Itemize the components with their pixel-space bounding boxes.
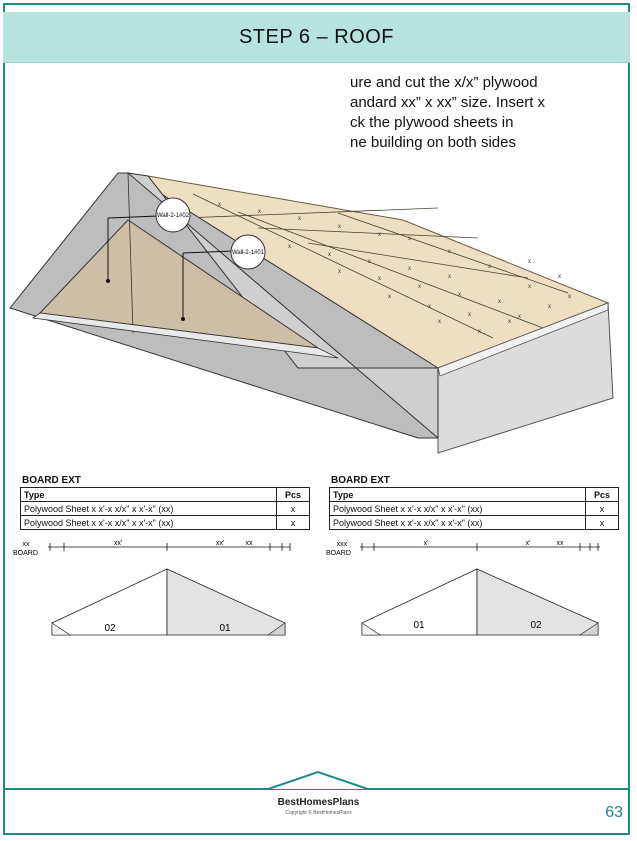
nail-mark: x <box>488 264 491 270</box>
nail-mark: x <box>448 249 451 255</box>
nail-mark: x <box>328 252 331 258</box>
header-band <box>3 12 630 63</box>
nail-mark: x <box>338 224 341 230</box>
right-parts-table <box>329 487 619 530</box>
nail-mark: x <box>528 284 531 290</box>
right-table-title: BOARD EXT <box>331 475 390 486</box>
intro-line: ne building on both sides <box>350 134 516 151</box>
callout-label: Wall-2-1#01 <box>231 250 265 256</box>
callout-dot <box>106 279 110 283</box>
column-header-pcs: Pcs <box>277 488 310 502</box>
nail-mark: x <box>298 216 301 222</box>
sheet-label: 01 <box>219 623 231 634</box>
column-header-type: Type <box>21 488 277 502</box>
footer-copyright: Copyright © BestHomesPlans <box>285 810 352 816</box>
nail-mark: x <box>408 236 411 242</box>
dimension-label: x' <box>525 540 531 547</box>
nail-mark: x <box>548 304 551 310</box>
nail-mark: x <box>508 319 511 325</box>
nail-mark: x <box>528 259 531 265</box>
board-count-label: xxx <box>336 541 348 548</box>
nail-mark: x <box>438 319 441 325</box>
table-header-row <box>330 488 619 502</box>
nail-mark: x <box>478 329 481 335</box>
board-word-label: BOARD <box>13 550 38 557</box>
nail-mark: x <box>218 202 221 208</box>
nail-mark: x <box>468 312 471 318</box>
right-board-diagram <box>322 537 622 637</box>
cell-pcs: x <box>277 516 310 530</box>
cell-pcs: x <box>586 502 619 516</box>
nail-mark: x <box>368 259 371 265</box>
nail-mark: x <box>378 232 381 238</box>
sheet-label: 01 <box>413 620 425 631</box>
footer-brand: BestHomesPlans <box>277 797 360 808</box>
dimension-label: x' <box>423 540 429 547</box>
table-row <box>21 502 310 516</box>
nail-mark: x <box>388 294 391 300</box>
nail-mark: x <box>408 266 411 272</box>
nail-mark: x <box>568 294 571 300</box>
footer-roof-icon <box>268 770 368 790</box>
nail-mark: x <box>498 299 501 305</box>
nail-mark: x <box>338 269 341 275</box>
nail-mark: x <box>458 292 461 298</box>
callout-label: Wall-2-1#02 <box>156 213 190 219</box>
dimension-label: xx <box>556 540 564 547</box>
nail-mark: x <box>258 209 261 215</box>
cell-type: Polywood Sheet x x'-x x/x" x x'-x" (xx) <box>21 502 277 516</box>
sheet-label: 02 <box>530 620 542 631</box>
nail-mark: x <box>418 284 421 290</box>
nail-mark: x <box>518 314 521 320</box>
cell-pcs: x <box>586 516 619 530</box>
left-board-diagram <box>10 537 310 637</box>
nail-mark: x <box>428 304 431 310</box>
intro-line: ck the plywood sheets in <box>350 114 514 131</box>
nail-mark: x <box>378 276 381 282</box>
page-number: 63 <box>605 804 623 821</box>
nail-mark: x <box>558 274 561 280</box>
sheet-label: 02 <box>104 623 116 634</box>
cell-type: Polywood Sheet x x'-x x/x" x x'-x" (xx) <box>21 516 277 530</box>
intro-line: ure and cut the x/x” plywood <box>350 74 538 91</box>
cell-pcs: x <box>277 502 310 516</box>
dimension-label: xx' <box>113 540 123 547</box>
roof-illustration <box>8 168 618 458</box>
nail-mark: x <box>288 244 291 250</box>
left-parts-table <box>20 487 310 530</box>
table-header-row <box>21 488 310 502</box>
board-count-label: xx <box>22 541 30 548</box>
intro-text <box>350 73 600 153</box>
table-row <box>330 516 619 530</box>
table-row <box>21 516 310 530</box>
left-table-title: BOARD EXT <box>22 475 81 486</box>
dimension-label: xx <box>245 540 253 547</box>
cell-type: Polywood Sheet x x'-x x/x" x x'-x" (xx) <box>330 502 586 516</box>
column-header-type: Type <box>330 488 586 502</box>
callout-dot <box>181 317 185 321</box>
intro-line: andard xx” x xx” size. Insert x <box>350 94 546 111</box>
board-word-label: BOARD <box>326 550 351 557</box>
dimension-label: xx' <box>215 540 225 547</box>
cell-type: Polywood Sheet x x'-x x/x" x x'-x" (xx) <box>330 516 586 530</box>
table-row <box>330 502 619 516</box>
column-header-pcs: Pcs <box>586 488 619 502</box>
nail-mark: x <box>448 274 451 280</box>
page-title: STEP 6 – ROOF <box>238 25 395 48</box>
